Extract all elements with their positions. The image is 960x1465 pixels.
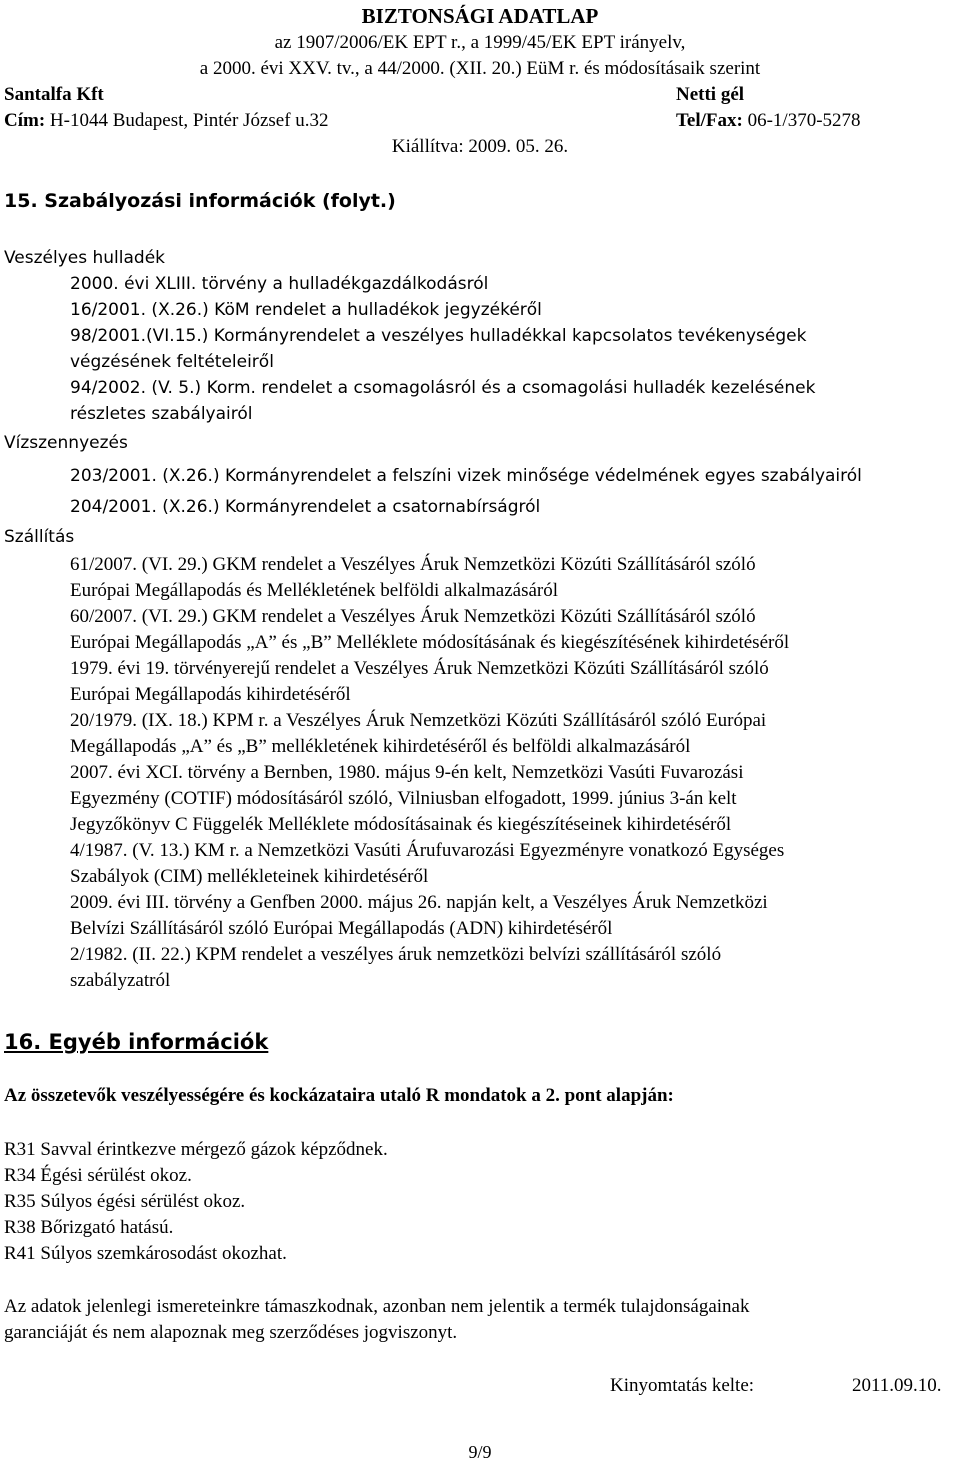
address-label: Cím: (4, 110, 46, 131)
transport-label: Szállítás (4, 527, 75, 547)
transport-line: Európai Megállapodás „A” és „B” Melléklete módosításának és kiegészítésének kihirdetéséről (70, 632, 790, 653)
regulation-line-1: az 1907/2006/EK EPT r., a 1999/45/EK EPT irányelv, (274, 32, 686, 53)
transport-line: Belvízi Szállításáról szóló Európai Megállapodás (ADN) kihirdetéséről (70, 918, 613, 939)
waste-line: 2000. évi XLIII. törvény a hulladékgazdálkodásról (70, 274, 489, 294)
disclaimer-line: garanciáját és nem alapoznak meg szerződéses jogviszonyt. (4, 1322, 458, 1343)
transport-line: Megállapodás „A” és „B” mellékletének kihirdetéséről és belföldi alkalmazásáról (70, 736, 691, 757)
waste-line: 16/2001. (X.26.) KöM rendelet a hulladékok jegyzékéről (70, 300, 542, 320)
issue-date: Kiállítva: 2009. 05. 26. (391, 136, 569, 157)
page-number: 9/9 (468, 1442, 492, 1462)
telfax (676, 108, 861, 134)
document-title: BIZTONSÁGI ADATLAP (361, 4, 599, 28)
transport-line: Egyezmény (COTIF) módosításáról szóló, Vilniusban elfogadott, 1999. június 3-án kelt (70, 788, 737, 809)
transport-line: Jegyzőkönyv C Függelék Melléklete módosításainak és kiegészítéseinek kihirdetéséről (70, 814, 732, 835)
transport-line: 2/1982. (II. 22.) KPM rendelet a veszélyes áruk nemzetközi belvízi szállításáról szóló (70, 944, 722, 965)
address-value: H-1044 Budapest, Pintér József u.32 (49, 110, 329, 131)
telfax-label: Tel/Fax: (676, 110, 743, 131)
waste-line: részletes szabályairól (70, 404, 253, 424)
transport-line: 61/2007. (VI. 29.) GKM rendelet a Veszélyes Áruk Nemzetközi Közúti Szállításáról szóló (70, 554, 756, 575)
company-name: Santalfa Kft (4, 84, 104, 105)
print-date-label: Kinyomtatás kelte: (610, 1375, 755, 1396)
water-line: 203/2001. (X.26.) Kormányrendelet a felszíni vizek minősége védelmének egyes szabályairól (70, 466, 862, 486)
disclaimer-line: Az adatok jelenlegi ismereteinkre támaszkodnak, azonban nem jelentik a termék tulajdonságainak (4, 1296, 750, 1317)
print-date-value: 2011.09.10. (852, 1375, 942, 1396)
waste-line: 94/2002. (V. 5.) Korm. rendelet a csomagolásról és a csomagolási hulladék kezelésének (70, 378, 816, 398)
transport-line: 4/1987. (V. 13.) KM r. a Nemzetközi Vasúti Árufuvarozási Egyezményre vonatkozó Egységes (70, 840, 785, 861)
product-name: Netti gél (676, 84, 745, 105)
transport-line: Szabályok (CIM) mellékleteinek kihirdetéséről (70, 866, 429, 887)
transport-line: Európai Megállapodás kihirdetéséről (70, 684, 351, 705)
transport-line: 1979. évi 19. törvényerejű rendelet a Veszélyes Áruk Nemzetközi Közúti Szállításáról szóló (70, 658, 769, 679)
section-16-title: 16. Egyéb információk (4, 1030, 269, 1054)
telfax-value: 06-1/370-5278 (747, 110, 861, 131)
r-phrases-heading: Az összetevők veszélyességére és kockázataira utaló R mondatok a 2. pont alapján: (4, 1085, 674, 1106)
transport-line: szabályzatról (70, 970, 171, 991)
r-phrase: R34 Égési sérülést okoz. (4, 1165, 192, 1186)
company-address (4, 108, 329, 134)
waste-line: 98/2001.(VI.15.) Kormányrendelet a veszélyes hulladékkal kapcsolatos tevékenységek (70, 326, 807, 346)
transport-line: 60/2007. (VI. 29.) GKM rendelet a Veszélyes Áruk Nemzetközi Közúti Szállításáról szóló (70, 606, 756, 627)
section-15-title: 15. Szabályozási információk (folyt.) (4, 190, 396, 212)
waste-line: végzésének feltételeiről (70, 352, 274, 372)
water-label: Vízszennyezés (4, 433, 128, 453)
r-phrase: R41 Súlyos szemkárosodást okozhat. (4, 1243, 287, 1264)
water-line: 204/2001. (X.26.) Kormányrendelet a csatornabírságról (70, 497, 541, 517)
r-phrase: R31 Savval érintkezve mérgező gázok képződnek. (4, 1139, 388, 1160)
regulation-line-2: a 2000. évi XXV. tv., a 44/2000. (XII. 20.) EüM r. és módosításaik szerint (199, 58, 761, 79)
transport-line: 2009. évi III. törvény a Genfben 2000. május 26. napján kelt, a Veszélyes Áruk Nemzetközi (70, 892, 768, 913)
r-phrase: R38 Bőrizgató hatású. (4, 1217, 174, 1238)
waste-label: Veszélyes hulladék (4, 248, 166, 268)
transport-line: Európai Megállapodás és Mellékletének belföldi alkalmazásáról (70, 580, 559, 601)
transport-line: 20/1979. (IX. 18.) KPM r. a Veszélyes Áruk Nemzetközi Közúti Szállításáról szóló Európai (70, 710, 767, 731)
r-phrase: R35 Súlyos égési sérülést okoz. (4, 1191, 246, 1212)
transport-line: 2007. évi XCI. törvény a Bernben, 1980. május 9-én kelt, Nemzetközi Vasúti Fuvarozási (70, 762, 744, 783)
